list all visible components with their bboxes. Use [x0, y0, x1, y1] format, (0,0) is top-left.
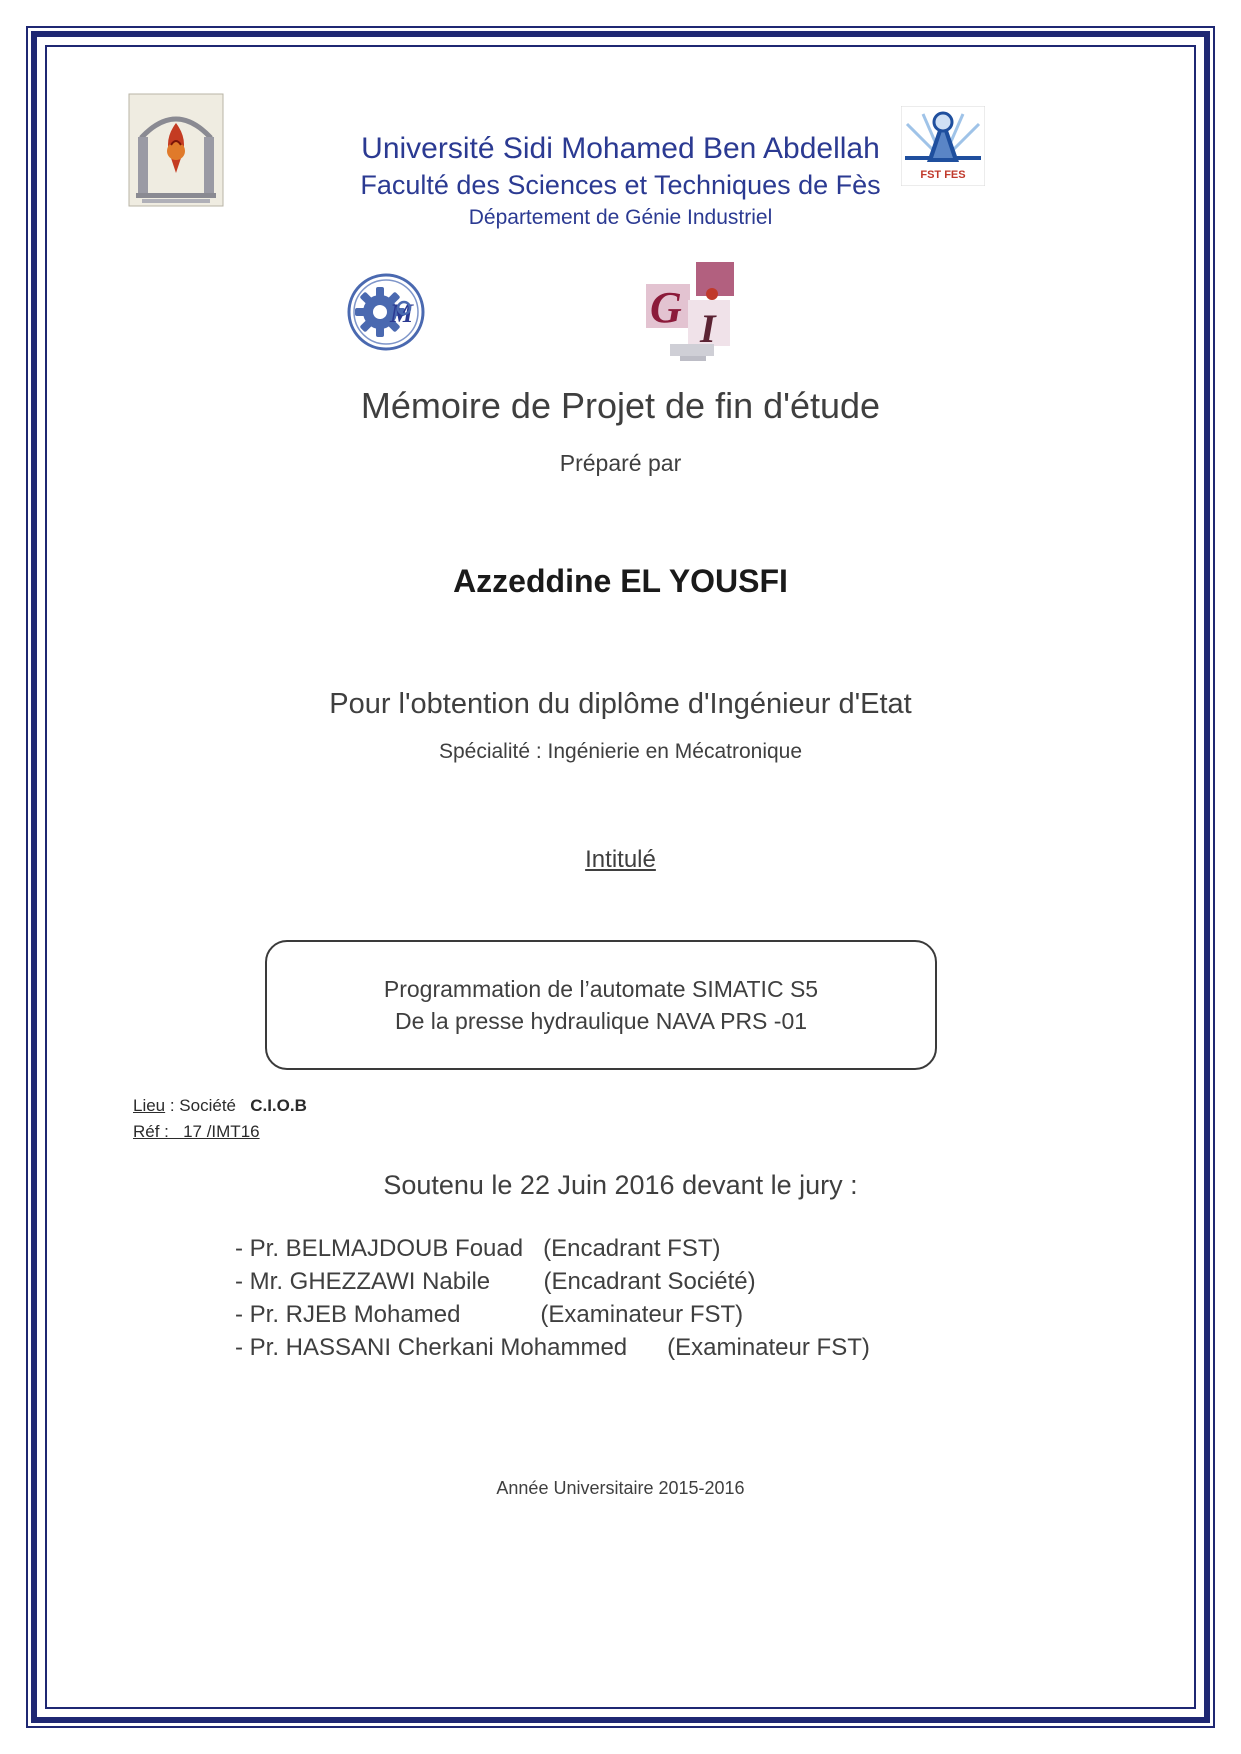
prepared-by-label: Préparé par	[559, 450, 682, 476]
jury-member: - Pr. BELMAJDOUB Fouad (Encadrant FST)	[235, 1235, 721, 1262]
specialty-line: Spécialité : Ingénierie en Mécatronique	[438, 740, 803, 763]
fst-logo-caption: FST FES	[920, 169, 966, 181]
company-name: C.I.O.B	[250, 1096, 307, 1115]
diploma-line: Pour l'obtention du diplôme d'Ingénieur d'Etat	[329, 688, 912, 720]
defense-intro: Soutenu le 22 Juin 2016 devant le jury :	[383, 1170, 858, 1200]
institution-header	[0, 130, 1241, 232]
mechatronics-gear-icon	[346, 272, 426, 352]
department-name: Département de Génie Industriel	[468, 206, 773, 229]
subject-line-2: De la presse hydraulique NAVA PRS -01	[394, 1008, 808, 1034]
faculty-name: Faculté des Sciences et Techniques de Fès	[360, 170, 881, 200]
location-line	[133, 1096, 307, 1116]
svg-text:I: I	[700, 306, 716, 351]
memoir-title: Mémoire de Projet de fin d'étude	[360, 385, 881, 426]
jury-member: - Pr. RJEB Mohamed (Examinateur FST)	[235, 1301, 744, 1328]
jury-member: - Mr. GHEZZAWI Nabile (Encadrant Société)	[235, 1268, 756, 1295]
reference-line: Réf : 17 /IMT16	[133, 1122, 260, 1141]
svg-text:M: M	[390, 299, 414, 328]
author-name: Azzeddine EL YOUSFI	[453, 563, 788, 599]
svg-text:G: G	[650, 283, 682, 332]
jury-list	[235, 1232, 870, 1364]
fst-fes-logo-icon	[901, 106, 985, 186]
lieu-label: Lieu	[133, 1096, 166, 1115]
gi-department-icon	[640, 260, 740, 362]
jury-member: - Pr. HASSANI Cherkani Mohammed (Examinateur FST)	[235, 1334, 870, 1361]
lieu-separator: : Société	[165, 1096, 251, 1115]
subject-line-1: Programmation de l’automate SIMATIC S5	[383, 976, 819, 1002]
subject-box	[265, 940, 937, 1070]
academic-year: Année Universitaire 2015-2016	[496, 1478, 745, 1498]
intitule-heading: Intitulé	[585, 846, 656, 873]
university-name: Université Sidi Mohamed Ben Abdellah	[361, 132, 880, 165]
